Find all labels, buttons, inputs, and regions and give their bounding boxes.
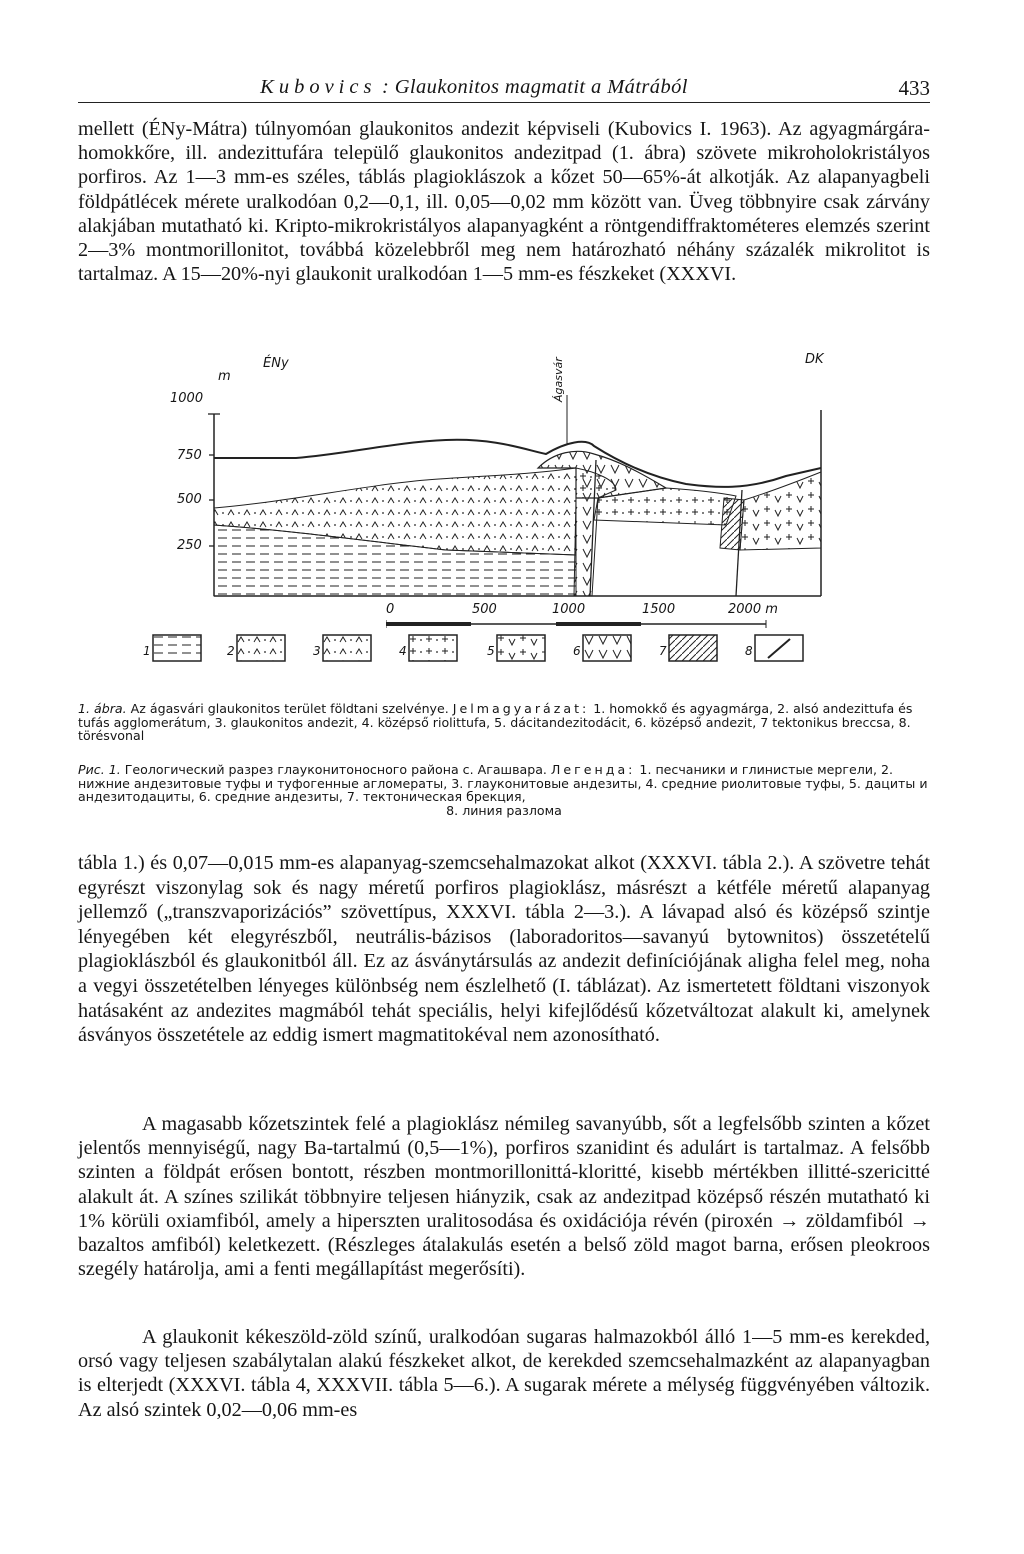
legend-item-3 [313,633,374,665]
y-tick-500: 500 [177,492,202,507]
caption-label: 1. ábra. [78,701,127,716]
header-title: Glaukonitos magmatit a Mátrából [394,76,688,98]
header-author: Kubovics [260,76,377,98]
legend-number: 5 [487,644,495,658]
legend-item-4 [399,633,460,665]
figure-caption-hungarian [78,702,930,743]
legend-number: 2 [227,644,235,658]
header-separator: : [376,76,395,98]
caption-text: Геологический разрез глауконитоносного района с. Агашвара. [120,762,551,777]
direction-nw-label: ÉNy [263,356,289,371]
scale-label-1000: 1000 [552,602,586,617]
legend-number: 6 [573,644,581,658]
y-tick-1000: 1000 [170,391,204,406]
caption-label: Рис. 1. [78,762,121,777]
y-axis-unit: m [218,369,231,384]
caption-text: Az ágasvári glaukonitos terület földtani szelvénye. [126,701,453,716]
legend-number: 1 [143,644,151,658]
scale-label-500: 500 [472,602,497,617]
legend-number: 4 [399,644,407,658]
caption-legend-items: 1. homokkő és agyagmárga, 2. alsó andezittufa és tufás agglomerátum, 3. glaukonitos andezit, 4. középső riolittufa, 5. dácitandezitodácit, 6. középső andezit, 7 tektonikus breccsa, 8. törésvonal [78,701,913,744]
direction-se-label: DK [805,352,824,367]
paragraph-1: mellett (ÉNy-Mátra) túlnyomóan glaukonitos andezit képviseli (Kubovics I. 1963). Az agyagmárgára-homokkőre, ill. andezittufára települő glaukonitos andezitpad (1. ábra) szövete mikroholokristályos porfiros. Az 1—3 mm-es széles, táblás plagioklászok a kőzet 50—65%-át alkotják. Az alapanyagbeli földpátlécek mérete uralkodóan 0,2—0,1, ill. 0,05—0,02 mm között van. Üveg többnyire csak zárvány alakjában mutatható ki. Kripto-mikrokristályos alapanyagként a röntgendiffraktométeres elemzés szerint 2—3% montmorillonitot, továbbá közelebbről meg nem határozható néhány százalék mikrolitot is tartalmaz. A 15—20%-nyi glaukonit uralkodóan 1—5 mm-es fészkeket (XXXVI. [78,118,930,286]
scale-label-2000m: 2000 m [728,602,778,617]
legend-item-1 [143,633,204,665]
legend-item-5 [487,633,548,665]
y-tick-250: 250 [177,538,202,553]
caption-last-item: 8. линия разлома [446,802,562,818]
legend-number: 8 [745,644,753,658]
caption-legend-word: Jelmagyarázat: [452,701,590,716]
legend-number: 7 [659,644,667,658]
scale-label-1500: 1500 [642,602,676,617]
legend-number: 3 [313,644,321,658]
page-number: 433 [898,76,930,100]
cross-section-svg [146,350,906,640]
legend-item-7 [659,633,720,665]
paragraph-4: A glaukonit kékeszöld-zöld színű, uralkodóan sugaras halmazokból álló 1—5 mm-es kerekded, orsó vagy teljesen szabálytalan alakú fészkeket alkot, de kerekded szemcsehalmazként az alapanyagban is elterjedt (XXXVI. tábla 4, XXXVII. tábla 5—6.). A sugarak mérete a mélység függvényében változik. Az alsó szintek 0,02—0,06 mm-es [78,1326,930,1421]
legend-item-8 [745,633,806,665]
y-tick-750: 750 [177,448,202,463]
running-title [78,76,870,99]
running-header [78,68,930,103]
caption-legend-word: Легенда: [550,762,636,777]
locality-label: Ágasvár [552,357,565,402]
paragraph-3: A magasabb kőzetszintek felé a plagioklász némileg savanyúbb, sőt a legfelsőbb szinten a kőzet jelentős mennyiségű, nagy Ba-tartalmú (0,5—1%), porfiros szanidint és adulárt is tartalmaz. A felsőbb szinten a földpát erősen bontott, részben montmorillonittá-kloritté, kisebb mértékben illitté-szericitté alakult át. A színes szilikát többnyire teljesen hiányzik, csak az andezitpad középső részén mutatható ki 1% körüli oxiamfiból, amely a hiperszten uralitosodása és oxidációja révén (piroxén → zöldamfiból → bazaltos amfiból) keletkezett. (Részleges átalakulás esetén a belső zöld magot barna, erősen pleokroos szegély határolja, ami a fenti megállapítást megerősíti). [78,1113,930,1281]
legend-item-6 [573,633,634,665]
legend-item-2 [227,633,288,665]
figure-legend [143,633,912,679]
scale-label-0: 0 [386,602,395,617]
paragraph-2: tábla 1.) és 0,07—0,015 mm-es alapanyag-szemcsehalmazokat alkot (XXXVI. tábla 2.). A szövetre tehát egyrészt viszonylag sok és nagy méretű porfiros plagioklász, másrészt a kétféle méretű alapanyag jellemző („transzvaporizációs” szövettípus, XXXVI. tábla 2—3.). A lávapad alsó és középső szintje lényegében két elegyrészből, neutrális-bázisos (laboradoritos—savanyú bytownitos) összetételű plagioklászból és glaukonitból áll. Ez az ásványtársulás az andezit definíciójának aligha felel meg, noha a vegyi összetételben lényeges különbség nem észlelhető (I. táblázat). Az ismertetett földtani viszonyok hatásaként az andezites magmából tehát speciális, helyi kifejlődésű kőzetváltozat alakult ki, amelynek ásványos összetétele az eddig ismert magmatitokéval nem azonosítható. [78,852,930,1047]
caption-legend-items: 1. песчаники и глинистые мергели, 2. нижние андезитовые туфы и туфогенные агломераты, 3. глауконитовые андезиты, 4. средние риолитовые туфы, 5. дациты и андезитодациты, 6. средние андезиты, 7. тектоническая брекция, [78,762,928,805]
scale-bar [386,618,776,630]
figure-caption-russian [78,763,930,817]
